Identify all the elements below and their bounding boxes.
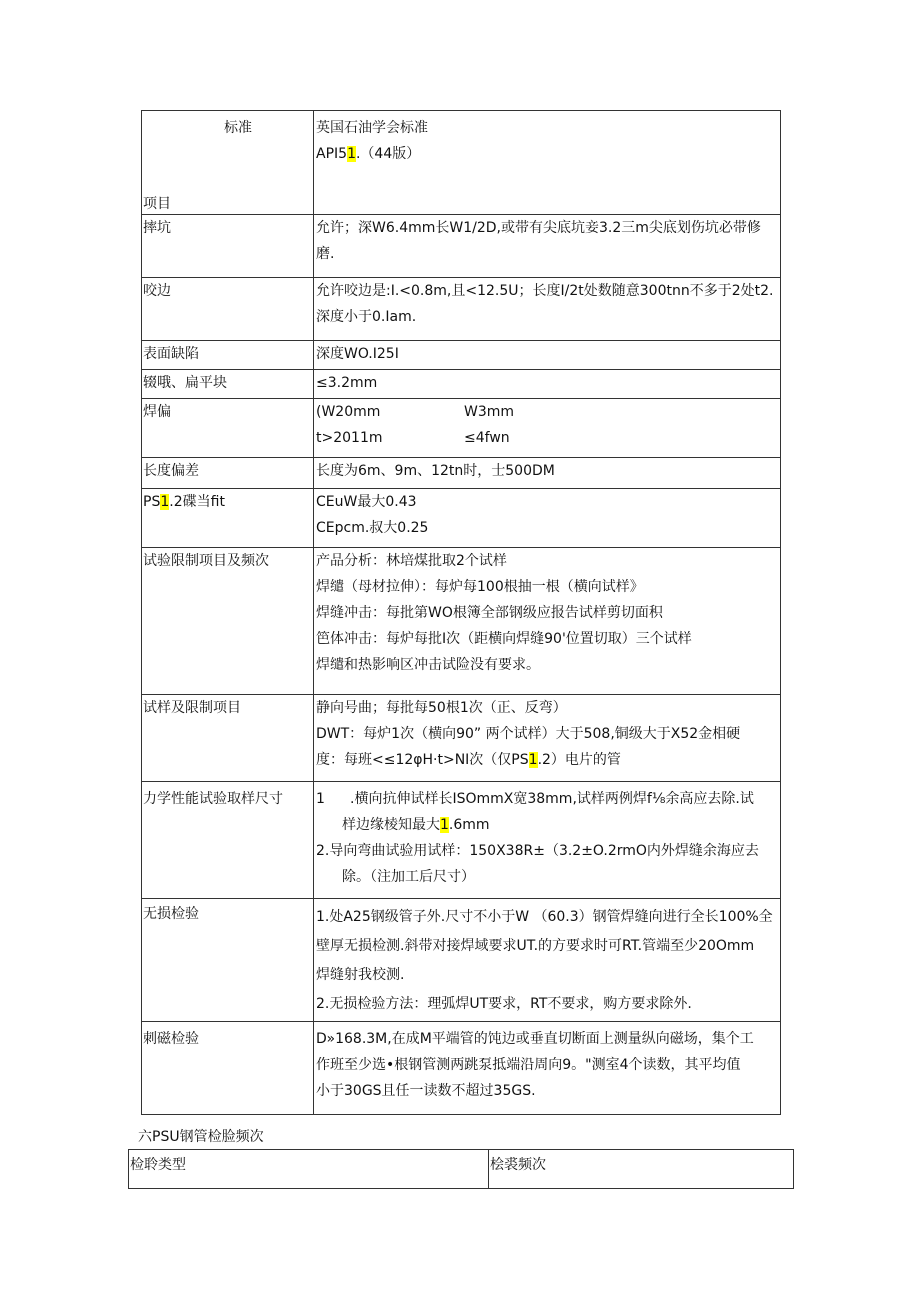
row-value: D»168.3M,在成M平端管的饨边或垂直切断面上测量纵向磁场，集个工 作班至少选•根钢管测两跳泵抵端沿周向9。"测室4个读数，其平均值 小于30GS且任一读数不超过35GS. (314, 1022, 781, 1115)
header-inspection-type: 检聆类型 (129, 1150, 489, 1189)
section-caption: 六PSU钢管检脸频次 (138, 1129, 264, 1145)
header-standard-cell (314, 111, 781, 215)
table-row (142, 695, 781, 782)
api-version: API51.（44版） (316, 146, 421, 162)
table-row (142, 370, 781, 399)
table-row (142, 399, 781, 458)
row-label: 试验限制项目及频次 (142, 548, 314, 695)
spec-table (141, 110, 781, 1115)
row-value: 允许；深W6.4mm长W1/2D,或带有尖底坑妾3.2三m尖底划伤坑必带修磨. (314, 215, 781, 278)
row-value: (W20mm W3mm t>2011m ≤4fwn (314, 399, 781, 458)
standard-label: 标准 (224, 120, 252, 136)
table-row (142, 458, 781, 489)
row-label: 表面缺陷 (142, 341, 314, 370)
standard-name: 英国石油学会标准 (316, 120, 428, 136)
row-label: 长度偏差 (142, 458, 314, 489)
frequency-table (128, 1149, 794, 1189)
row-value: 深度WO.I25I (314, 341, 781, 370)
row-value: 产品分析：林培煤批取2个试样 焊缱（母材拉伸）：每炉每100根抽一根（横向试样》 焊缝冲击：每批第WO根簿全部钢级应报告试样剪切面积 笆体冲击：每炉每批I次（距横向焊缝90'位置切取）三个试样 焊缱和热影响区冲击试险没有要求。 (314, 548, 781, 695)
row-value: 1.处A25钢级管子外.尺寸不小于W （60.3）钢管焊缝向进行全长100%全 壁厚无损检测.斜带对接焊域要求UT.的方要求时可RT.管端至少20Omm 焊缝射我校测. 2.无损检验方法：理弧焊UT要求，RT不要求，购方要求除外. (314, 899, 781, 1022)
table-row (142, 341, 781, 370)
table-row (129, 1150, 794, 1189)
row-label: PS1.2碟当fit (142, 489, 314, 548)
row-value: 允许咬边是:I.<0.8m,且<12.5U；长度I/2t处数随意300tnn不多于2处t2.深度小于0.Iam. (314, 278, 781, 341)
row-value: 长度为6m、9m、12tn时，士500DM (314, 458, 781, 489)
row-label: 力学性能试验取样尺寸 (142, 782, 314, 899)
header-inspection-frequency: 桧裘频次 (489, 1150, 794, 1189)
row-label: 咬边 (142, 278, 314, 341)
row-value: CEuW最大0.43 CEpcm.叔大0.25 (314, 489, 781, 548)
table-row (142, 899, 781, 1022)
row-value: 静向号曲；每批每50根1次（正、反弯） DWT：每炉1次（横向90” 两个试样）大于508,铜级大于X52金相硬 度：每班<≤12φH·t>NI次（仅PS1.2）电片的管 (314, 695, 781, 782)
row-label: 试样及限制项目 (142, 695, 314, 782)
table-row (142, 278, 781, 341)
row-value: 1 .横向抗伸试样长ISOmmX宽38mm,试样两例焊f⅛余高应去除.试 样边缘棱知最大1.6mm 2.导向弯曲试验用试样：150X38R±（3.2±O.2rmO内外焊缝余海应去 除。（注加工后尺寸） (314, 782, 781, 899)
row-label: 焊偏 (142, 399, 314, 458)
table-row (142, 215, 781, 278)
item-label: 项目 (143, 196, 171, 212)
table-row (142, 489, 781, 548)
row-label: 无损检验 (142, 899, 314, 1022)
table-row (142, 111, 781, 215)
table-row (142, 1022, 781, 1115)
row-value: ≤3.2mm (314, 370, 781, 399)
row-label: 刺磁检验 (142, 1022, 314, 1115)
row-label: 辍哦、扁平块 (142, 370, 314, 399)
header-corner-cell (142, 111, 314, 215)
row-label: 摔坑 (142, 215, 314, 278)
table-row (142, 548, 781, 695)
table-row (142, 782, 781, 899)
